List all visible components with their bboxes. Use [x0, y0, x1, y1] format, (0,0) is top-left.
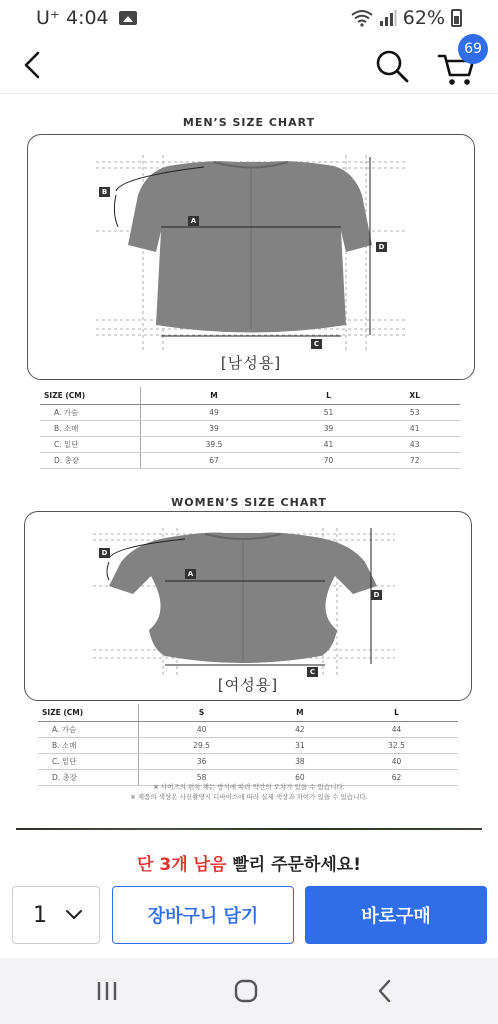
- add-to-cart-button[interactable]: 장바구니 담기: [112, 886, 294, 944]
- table-row: [38, 737, 458, 753]
- table-cell: C. 밑단: [38, 753, 138, 769]
- table-cell: 39: [288, 420, 370, 436]
- status-right: [351, 7, 462, 29]
- men-size-diagram: [27, 134, 475, 380]
- table-header-cell: S: [138, 704, 265, 721]
- product-photo-preview: [16, 828, 482, 830]
- table-header-cell: SIZE (CM): [38, 704, 138, 721]
- table-header-cell: L: [288, 387, 370, 404]
- women-mark-d-sleeve: D: [99, 548, 110, 558]
- app-header: [0, 36, 498, 94]
- table-header-row: [38, 704, 458, 721]
- table-cell: B. 소매: [38, 737, 138, 753]
- table-cell: 72: [369, 452, 460, 468]
- table-cell: 42: [265, 721, 335, 737]
- recent-apps-button[interactable]: [93, 976, 123, 1006]
- table-header-cell: XL: [369, 387, 460, 404]
- table-cell: 36: [138, 753, 265, 769]
- table-cell: C. 밑단: [40, 436, 140, 452]
- table-cell: 39: [140, 420, 288, 436]
- cart-count-badge: 69: [458, 34, 488, 64]
- table-cell: 41: [369, 420, 460, 436]
- back-arrow-icon: [16, 48, 50, 82]
- table-cell: A. 가슴: [38, 721, 138, 737]
- women-diagram-caption: [여성용]: [217, 676, 279, 694]
- home-button[interactable]: [231, 976, 261, 1006]
- back-chevron-icon: [370, 976, 400, 1006]
- table-cell: 32.5: [335, 737, 458, 753]
- product-detail-content[interactable]: [0, 95, 498, 830]
- table-cell: 51: [288, 404, 370, 420]
- size-footnote-2: ※ 제품의 색상은 사진촬영시 디바이스에 따라 실제 색상과 차이가 있을 수 있습니다.: [130, 793, 368, 801]
- women-size-chart-title: WOMEN’S SIZE CHART: [171, 496, 327, 509]
- table-header-cell: M: [140, 387, 288, 404]
- table-row: [40, 404, 460, 420]
- table-cell: 58: [138, 769, 265, 785]
- table-cell: 43: [369, 436, 460, 452]
- quantity-value: 1: [33, 902, 47, 928]
- women-mark-d: D: [371, 590, 382, 600]
- table-header-cell: M: [265, 704, 335, 721]
- table-row: [40, 452, 460, 468]
- table-cell: D. 총장: [38, 769, 138, 785]
- table-header-cell: L: [335, 704, 458, 721]
- table-cell: 49: [140, 404, 288, 420]
- women-mark-c: C: [307, 667, 318, 677]
- table-row: [40, 420, 460, 436]
- buy-now-button[interactable]: 바로구매: [305, 886, 487, 944]
- table-cell: 29.5: [138, 737, 265, 753]
- women-size-diagram: [24, 511, 472, 701]
- men-mark-b: B: [99, 187, 110, 197]
- table-cell: 40: [335, 753, 458, 769]
- home-icon: [231, 976, 261, 1006]
- gallery-notification-icon: [119, 11, 137, 25]
- stock-hurry-text: 빨리 주문하세요!: [226, 855, 361, 875]
- table-cell: 53: [369, 404, 460, 420]
- purchase-panel: [0, 838, 498, 958]
- men-mark-d: D: [376, 242, 387, 252]
- back-button[interactable]: [16, 48, 50, 82]
- table-cell: 40: [138, 721, 265, 737]
- table-cell: 44: [335, 721, 458, 737]
- stock-count-text: 단 3개 남음: [137, 855, 227, 875]
- men-size-table: [40, 387, 460, 469]
- carrier-time: U⁺ 4:04: [36, 7, 109, 29]
- table-header-cell: SIZE (CM): [40, 387, 140, 404]
- status-bar: [0, 0, 498, 36]
- table-header-row: [40, 387, 460, 404]
- table-row: [38, 721, 458, 737]
- table-cell: 39.5: [140, 436, 288, 452]
- table-cell: A. 가슴: [40, 404, 140, 420]
- women-mark-a: A: [185, 569, 196, 579]
- men-size-chart-title: MEN’S SIZE CHART: [182, 116, 316, 129]
- table-cell: 70: [288, 452, 370, 468]
- table-cell: 67: [140, 452, 288, 468]
- men-diagram-caption: [남성용]: [220, 354, 282, 372]
- men-jersey-illustration: [28, 135, 476, 381]
- search-button[interactable]: [372, 46, 412, 86]
- recent-apps-icon: [93, 976, 123, 1006]
- table-cell: 31: [265, 737, 335, 753]
- table-row: [40, 436, 460, 452]
- wifi-icon: [351, 9, 373, 27]
- men-mark-c: C: [311, 339, 322, 349]
- men-mark-a: A: [188, 216, 199, 226]
- system-navigation-bar: [0, 958, 498, 1024]
- table-cell: D. 총장: [40, 452, 140, 468]
- table-cell: 60: [265, 769, 335, 785]
- stock-alert-message: [0, 850, 498, 875]
- chevron-down-icon: [65, 909, 83, 921]
- table-cell: 38: [265, 753, 335, 769]
- table-row: [38, 753, 458, 769]
- signal-icon: [379, 9, 397, 27]
- status-left: [36, 7, 137, 29]
- battery-icon: [451, 9, 462, 27]
- table-cell: B. 소매: [40, 420, 140, 436]
- table-cell: 41: [288, 436, 370, 452]
- battery-percent: 62%: [402, 7, 445, 29]
- quantity-select[interactable]: [12, 886, 100, 944]
- system-back-button[interactable]: [370, 976, 400, 1006]
- women-size-table: [38, 704, 458, 786]
- size-footnote-1: ※ 사이즈의 편차 재는 방식에 따라 약간의 오차가 있을 수 있습니다.: [153, 783, 345, 791]
- search-icon: [372, 46, 412, 86]
- table-cell: 62: [335, 769, 458, 785]
